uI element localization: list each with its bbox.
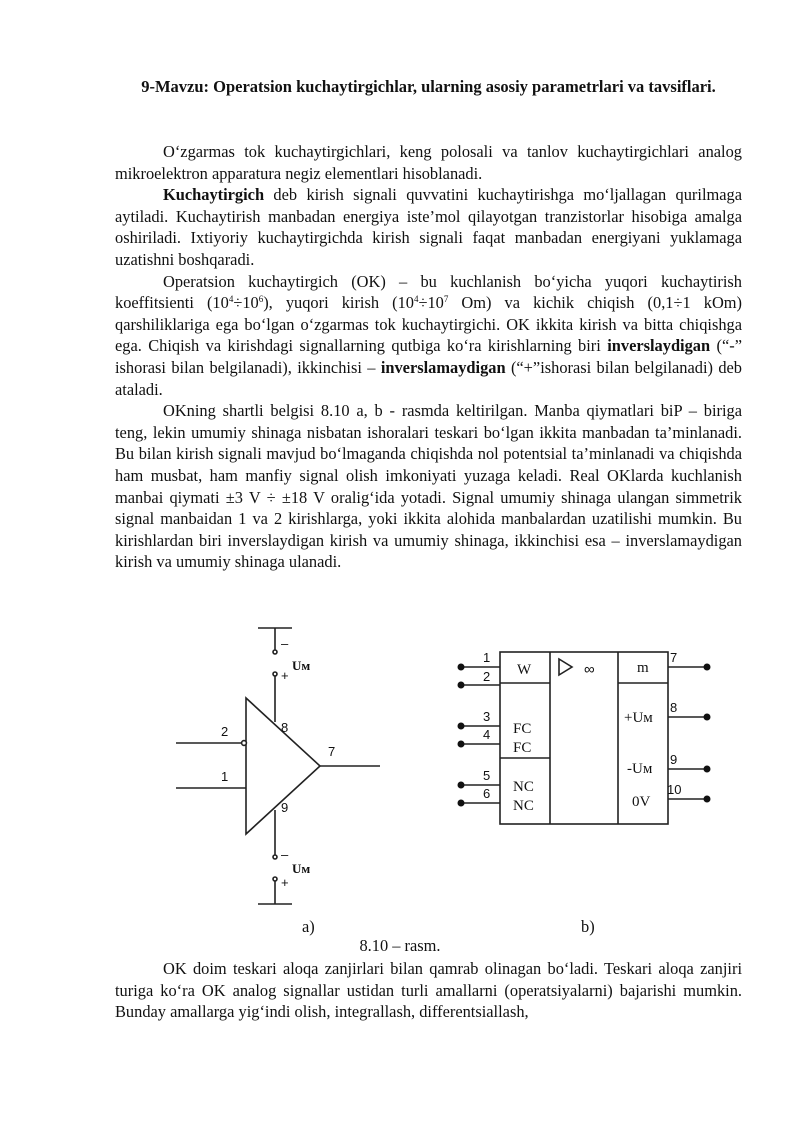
cell-nc-2: NC — [513, 798, 534, 814]
plus-sign-bottom: + — [281, 875, 289, 890]
p3-text-7: (“+”ishorasi bilan belgilanadi) deb ataladi. — [115, 357, 742, 399]
supply-label-top: Uм — [292, 658, 311, 673]
term-inverslamaydigan: inverslamaydigan — [380, 357, 506, 377]
pin-b-10: 10 — [667, 782, 682, 797]
supply-label-bottom: Uм — [292, 861, 311, 876]
paragraph-3 — [115, 271, 742, 401]
cell-zero-v: 0V — [632, 794, 651, 810]
pin-7-label: 7 — [328, 744, 336, 759]
pin-b-1: 1 — [483, 650, 491, 665]
body-text-bottom — [115, 958, 742, 1023]
p3-sup-2: 6 — [258, 294, 264, 305]
cell-minus-u: -Uм — [627, 761, 653, 777]
p3-text-6: (“-” ishorasi bilan belgilanadi), ikkinchisi – — [115, 336, 742, 377]
cell-fc-2: FC — [513, 740, 532, 756]
minus-sign-bottom: – — [281, 847, 289, 862]
pin-8-label: 8 — [281, 720, 289, 735]
term-kuchaytirgich: Kuchaytirgich — [163, 185, 265, 205]
cell-nc-1: NC — [513, 779, 534, 795]
cell-w: W — [517, 662, 532, 678]
paragraph-2-text: deb kirish signali quvvatini kuchaytirishga mo‘ljallagan qurilmaga aytiladi. Kuchaytirish manbadan energiya iste’mol qilayotgan tranzistorlar hisobiga amalga oshiriladi. Ixtiyoriy kuchaytirgichda kirish signali faqat manbadan energiyani yuklamaga uzatishni boshqaradi. — [115, 185, 742, 269]
cell-plus-u: +Uм — [624, 710, 653, 726]
plus-sign-top: + — [281, 668, 289, 683]
term-inverslaydigan: inverslaydigan — [607, 336, 711, 356]
paragraph-1: O‘zgarmas tok kuchaytirgichlari, keng polosali va tanlov kuchaytirgichlari analog mikroelektron apparatura negiz elementlari hisoblanadi. — [115, 142, 742, 183]
paragraph-5: OK doim teskari aloqa zanjirlari bilan qamrab olinagan bo‘ladi. Teskari aloqa zanjiri turiga ko‘ra OK analog signallar ustidan turli amallarni (operatsiyalarni) bajarishi mumkin. Bunday amallarga yig‘indi olish, integrallash, differentsiallash, — [115, 959, 742, 1022]
pin-b-5: 5 — [483, 768, 491, 783]
p3-text-1: Operatsion kuchaytirgich (OK) – bu kuchlanish bo‘yicha yuqori kuchaytirish koeffitsienti (10 — [115, 271, 742, 313]
p3-text-4: ÷10 — [418, 293, 444, 313]
opamp-symbol-a — [176, 628, 380, 904]
p3-text-2: ÷10 — [233, 293, 259, 313]
paragraph-4: OKning shartli belgisi 8.10 a, b - rasmda keltirilgan. Manba qiymatlari biP – biriga teng, lekin umumiy shinaga nisbatan ishoralari teskari bo‘lgan ikkita manbadan ta’minlanadi. Bu bilan kirish signali mavjud bo‘lmaganda chiqishda nol potentsial ta’minlanadi va chiqishda ham musbat, ham manfiy signal olish imkoniyati yuzaga keladi. Real OKlarda kuchlanish manbai qiymati ±3 V ÷ ±18 V oralig‘ida yotadi. Signal umumiy shinaga ulangan simmetrik signal manbaidan 1 va 2 kirishlarga, yoki ikkita alohida manbalardan uzatilishi mumkin. Bu kirishlardan biri inverslaydigan kirish va umumiy shinaga, ikkinchisi esa – inverslamaydigan kirish va umumiy shinaga ulanadi. — [115, 401, 742, 572]
body-text-top — [115, 141, 742, 573]
pin-1-label: 1 — [221, 769, 229, 784]
pin-b-9: 9 — [670, 752, 678, 767]
p3-text-3: ), yuqori kirish (10 — [263, 293, 414, 313]
p3-text-5: Om) va kichik chiqish (0,1÷1 kOm) qarshiliklariga ega bo‘lgan o‘zgarmas tok kuchaytirgichi. OK ikkita kirish va bitta chiqishga ega. Chiqish va kirishdagi signallarning qutbiga ko‘ra kirishlarning biri — [115, 293, 742, 356]
page-title: 9-Mavzu: Operatsion kuchaytirgichlar, ularning asosiy parametrlari va tavsiflari. — [141, 77, 716, 96]
p3-sup-1: 4 — [228, 294, 234, 305]
pin-b-2: 2 — [483, 669, 491, 684]
p3-sup-3: 4 — [413, 294, 419, 305]
cell-m: m — [637, 660, 649, 676]
pin-b-6: 6 — [483, 786, 491, 801]
minus-sign-top: – — [281, 636, 289, 651]
figure-label-b: b) — [581, 917, 595, 936]
figure-drawing — [0, 612, 800, 952]
cell-infinity: ∞ — [584, 661, 595, 678]
figure-label-a: a) — [302, 917, 315, 936]
figure-8-10 — [0, 612, 800, 952]
pin-2-label: 2 — [221, 724, 229, 739]
pin-b-3: 3 — [483, 709, 491, 724]
pin-9-label: 9 — [281, 800, 289, 815]
pin-b-8: 8 — [670, 700, 678, 715]
cell-fc-1: FC — [513, 721, 532, 737]
paragraph-2 — [115, 184, 742, 270]
figure-caption: 8.10 – rasm. — [359, 936, 441, 955]
p3-sup-4: 7 — [443, 294, 449, 305]
pin-b-7: 7 — [670, 650, 678, 665]
pin-b-4: 4 — [483, 727, 491, 742]
